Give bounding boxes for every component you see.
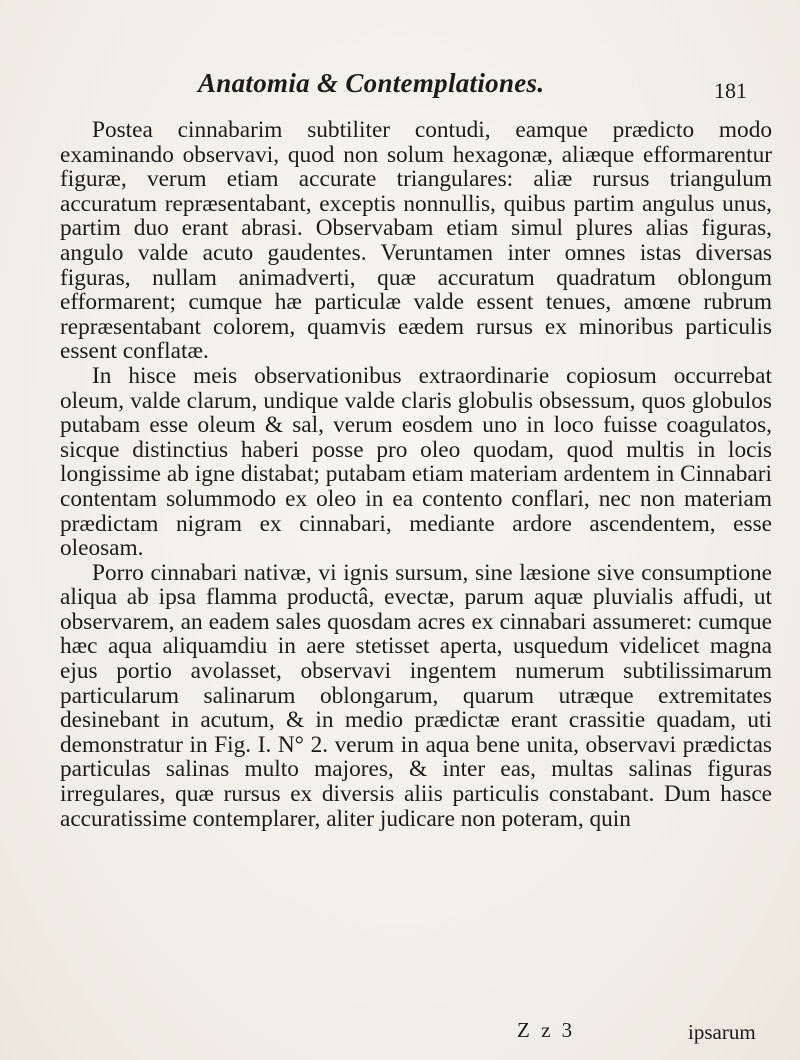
- page-number: 181: [714, 78, 747, 103]
- paragraph: Postea cinnabarim subtiliter contudi, eamque prædicto modo examinando observavi, quod non solum hexagonæ, aliæque efformarentur figuræ, verum etiam accurate triangulares: aliæ rursus triangulum accuratum repræsentabant, exceptis nonnullis, quibus partim angulus unus, partim duo erant abrasi. Observabam etiam simul plures alias figuras, angulo valde acuto gaudentes. Veruntamen inter omnes istas diversas figuras, nullam animadverti, quæ accuratum quadratum oblongum efformarent; cumque hæ particulæ valde essent tenues, amœne rubrum repræsentabant colorem, quamvis eædem rursus ex minoribus particulis essent conflatæ.: [60, 117, 772, 365]
- body-text: [60, 118, 772, 831]
- catchword: ipsarum: [688, 1020, 756, 1044]
- paragraph: Porro cinnabari nativæ, vi ignis sursum, sine læsione sive consumptione aliqua ab ipsa flamma productâ, evectæ, parum aquæ pluvialis affudi, ut observarem, an eadem sales quosdam acres ex cinnabari assumeret: cumque hæc aqua aliquamdiu in aere stetisset aperta, usquedum videlicet magna ejus portio avolasset, observavi ingentem numerum subtilissimarum particularum salinarum oblongarum, quarum utræque extremitates desinebant in acutum, & in medio prædictæ erant crassitie quadam, uti demonstratur in Fig. I. N° 2. verum in aqua bene unita, observavi prædictas particulas salinas multo majores, & inter eas, multas salinas figuras irregulares, quæ rursus ex diversis aliis particulis constabant. Dum hasce accuratissime contemplarer, aliter judicare non poteram, quin: [60, 559, 772, 832]
- page-header: [0, 68, 800, 108]
- running-title: Anatomia & Contemplationes.: [198, 68, 545, 98]
- paragraph: In hisce meis observationibus extraordinarie copiosum occurrebat oleum, valde clarum, undique valde claris globulis obsessum, quos globulos putabam esse oleum & sal, verum eosdem uno in loco fuisse coagulatos, sicque distinctius haberi posse pro oleo quodam, quod multis in locis longissime ab igne distabat; putabam etiam materiam ardentem in Cinnabari contentam solummodo ex oleo in ea contento conflari, nec non materiam prædictam nigram ex cinnabari, mediante ardore ascendentem, esse oleosam.: [60, 362, 772, 562]
- signature-mark: Z z 3: [517, 1018, 576, 1042]
